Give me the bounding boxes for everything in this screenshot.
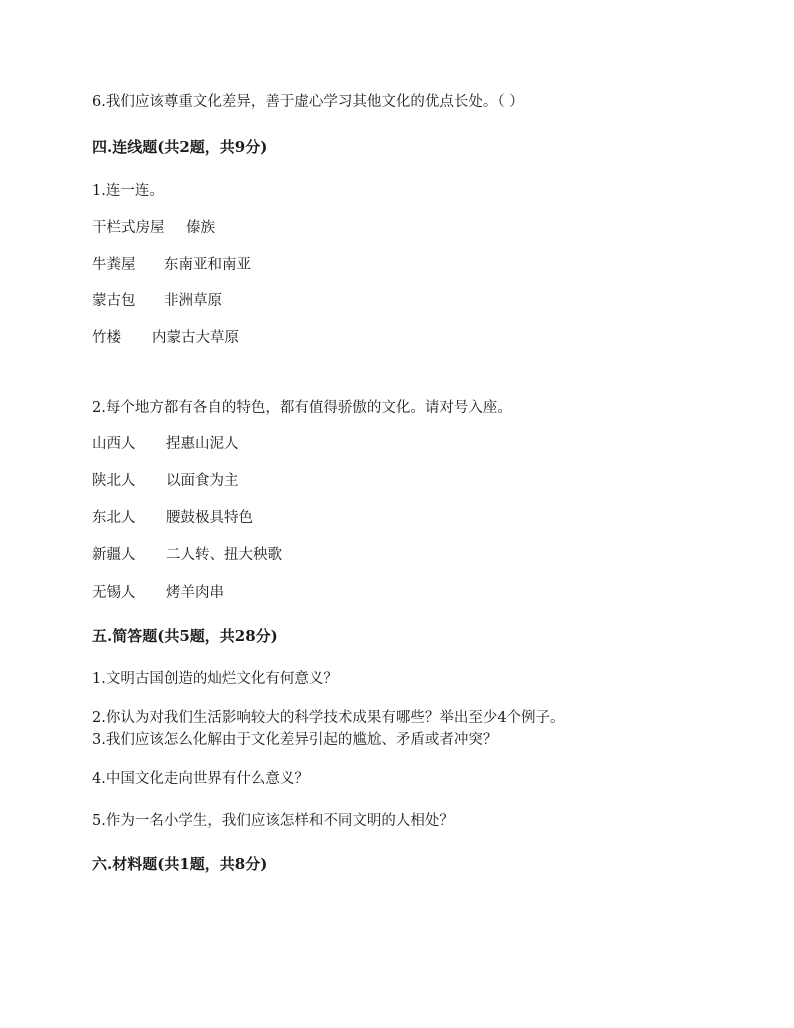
short-answer-question: 3.我们应该怎么化解由于文化差异引起的尴尬、矛盾或者冲突？ [92, 732, 498, 748]
pair-right-item: 非洲草原 [164, 293, 222, 309]
matching-question-1-prompt: 1.连一连。 [92, 183, 164, 199]
matching-question-2-prompt: 2.每个地方都有各自的特色，都有值得骄傲的文化。请对号入座。 [92, 400, 512, 416]
pair-right-item: 内蒙古大草原 [152, 330, 239, 346]
pair-left-item: 蒙古包 [92, 293, 136, 309]
short-answer-question: 5.作为一名小学生，我们应该怎样和不同文明的人相处？ [92, 813, 454, 829]
pair-left-item: 陕北人 [92, 473, 136, 489]
judgement-question-6: 6.我们应该尊重文化差异，善于虚心学习其他文化的优点长处。（ ） [92, 94, 524, 110]
pair-left-item: 牛粪屋 [92, 257, 136, 273]
pair-left-item: 东北人 [92, 510, 136, 526]
matching-pair [92, 545, 282, 565]
pair-left-item: 竹楼 [92, 330, 121, 346]
matching-pair [92, 291, 222, 311]
matching-pair [92, 508, 253, 528]
pair-left-item: 新疆人 [92, 547, 136, 563]
matching-pair [92, 218, 215, 238]
pair-right-item: 腰鼓极具特色 [166, 510, 253, 526]
pair-right-item: 二人转、扭大秧歌 [166, 547, 282, 563]
pair-left-item: 无锡人 [92, 585, 136, 601]
section-6-heading: 六.材料题(共1题，共8分) [92, 855, 268, 873]
pair-right-item: 捏惠山泥人 [166, 436, 239, 452]
pair-left-item: 山西人 [92, 436, 136, 452]
section-4-heading: 四.连线题(共2题，共9分) [92, 138, 268, 156]
section-5-heading: 五.简答题(共5题，共28分) [92, 627, 278, 645]
matching-pair [92, 255, 251, 275]
pair-left-item: 干栏式房屋 [92, 220, 165, 236]
pair-right-item: 烤羊肉串 [166, 585, 224, 601]
pair-right-item: 傣族 [186, 220, 215, 236]
short-answer-question: 1.文明古国创造的灿烂文化有何意义？ [92, 671, 338, 687]
matching-pair [92, 583, 224, 603]
matching-pair [92, 328, 239, 348]
short-answer-question: 2.你认为对我们生活影响较大的科学技术成果有哪些？举出至少4个例子。 [92, 710, 565, 726]
pair-right-item: 以面食为主 [166, 473, 239, 489]
matching-pair [92, 434, 239, 454]
short-answer-question: 4.中国文化走向世界有什么意义？ [92, 771, 309, 787]
pair-right-item: 东南亚和南亚 [164, 257, 251, 273]
matching-pair [92, 471, 239, 491]
